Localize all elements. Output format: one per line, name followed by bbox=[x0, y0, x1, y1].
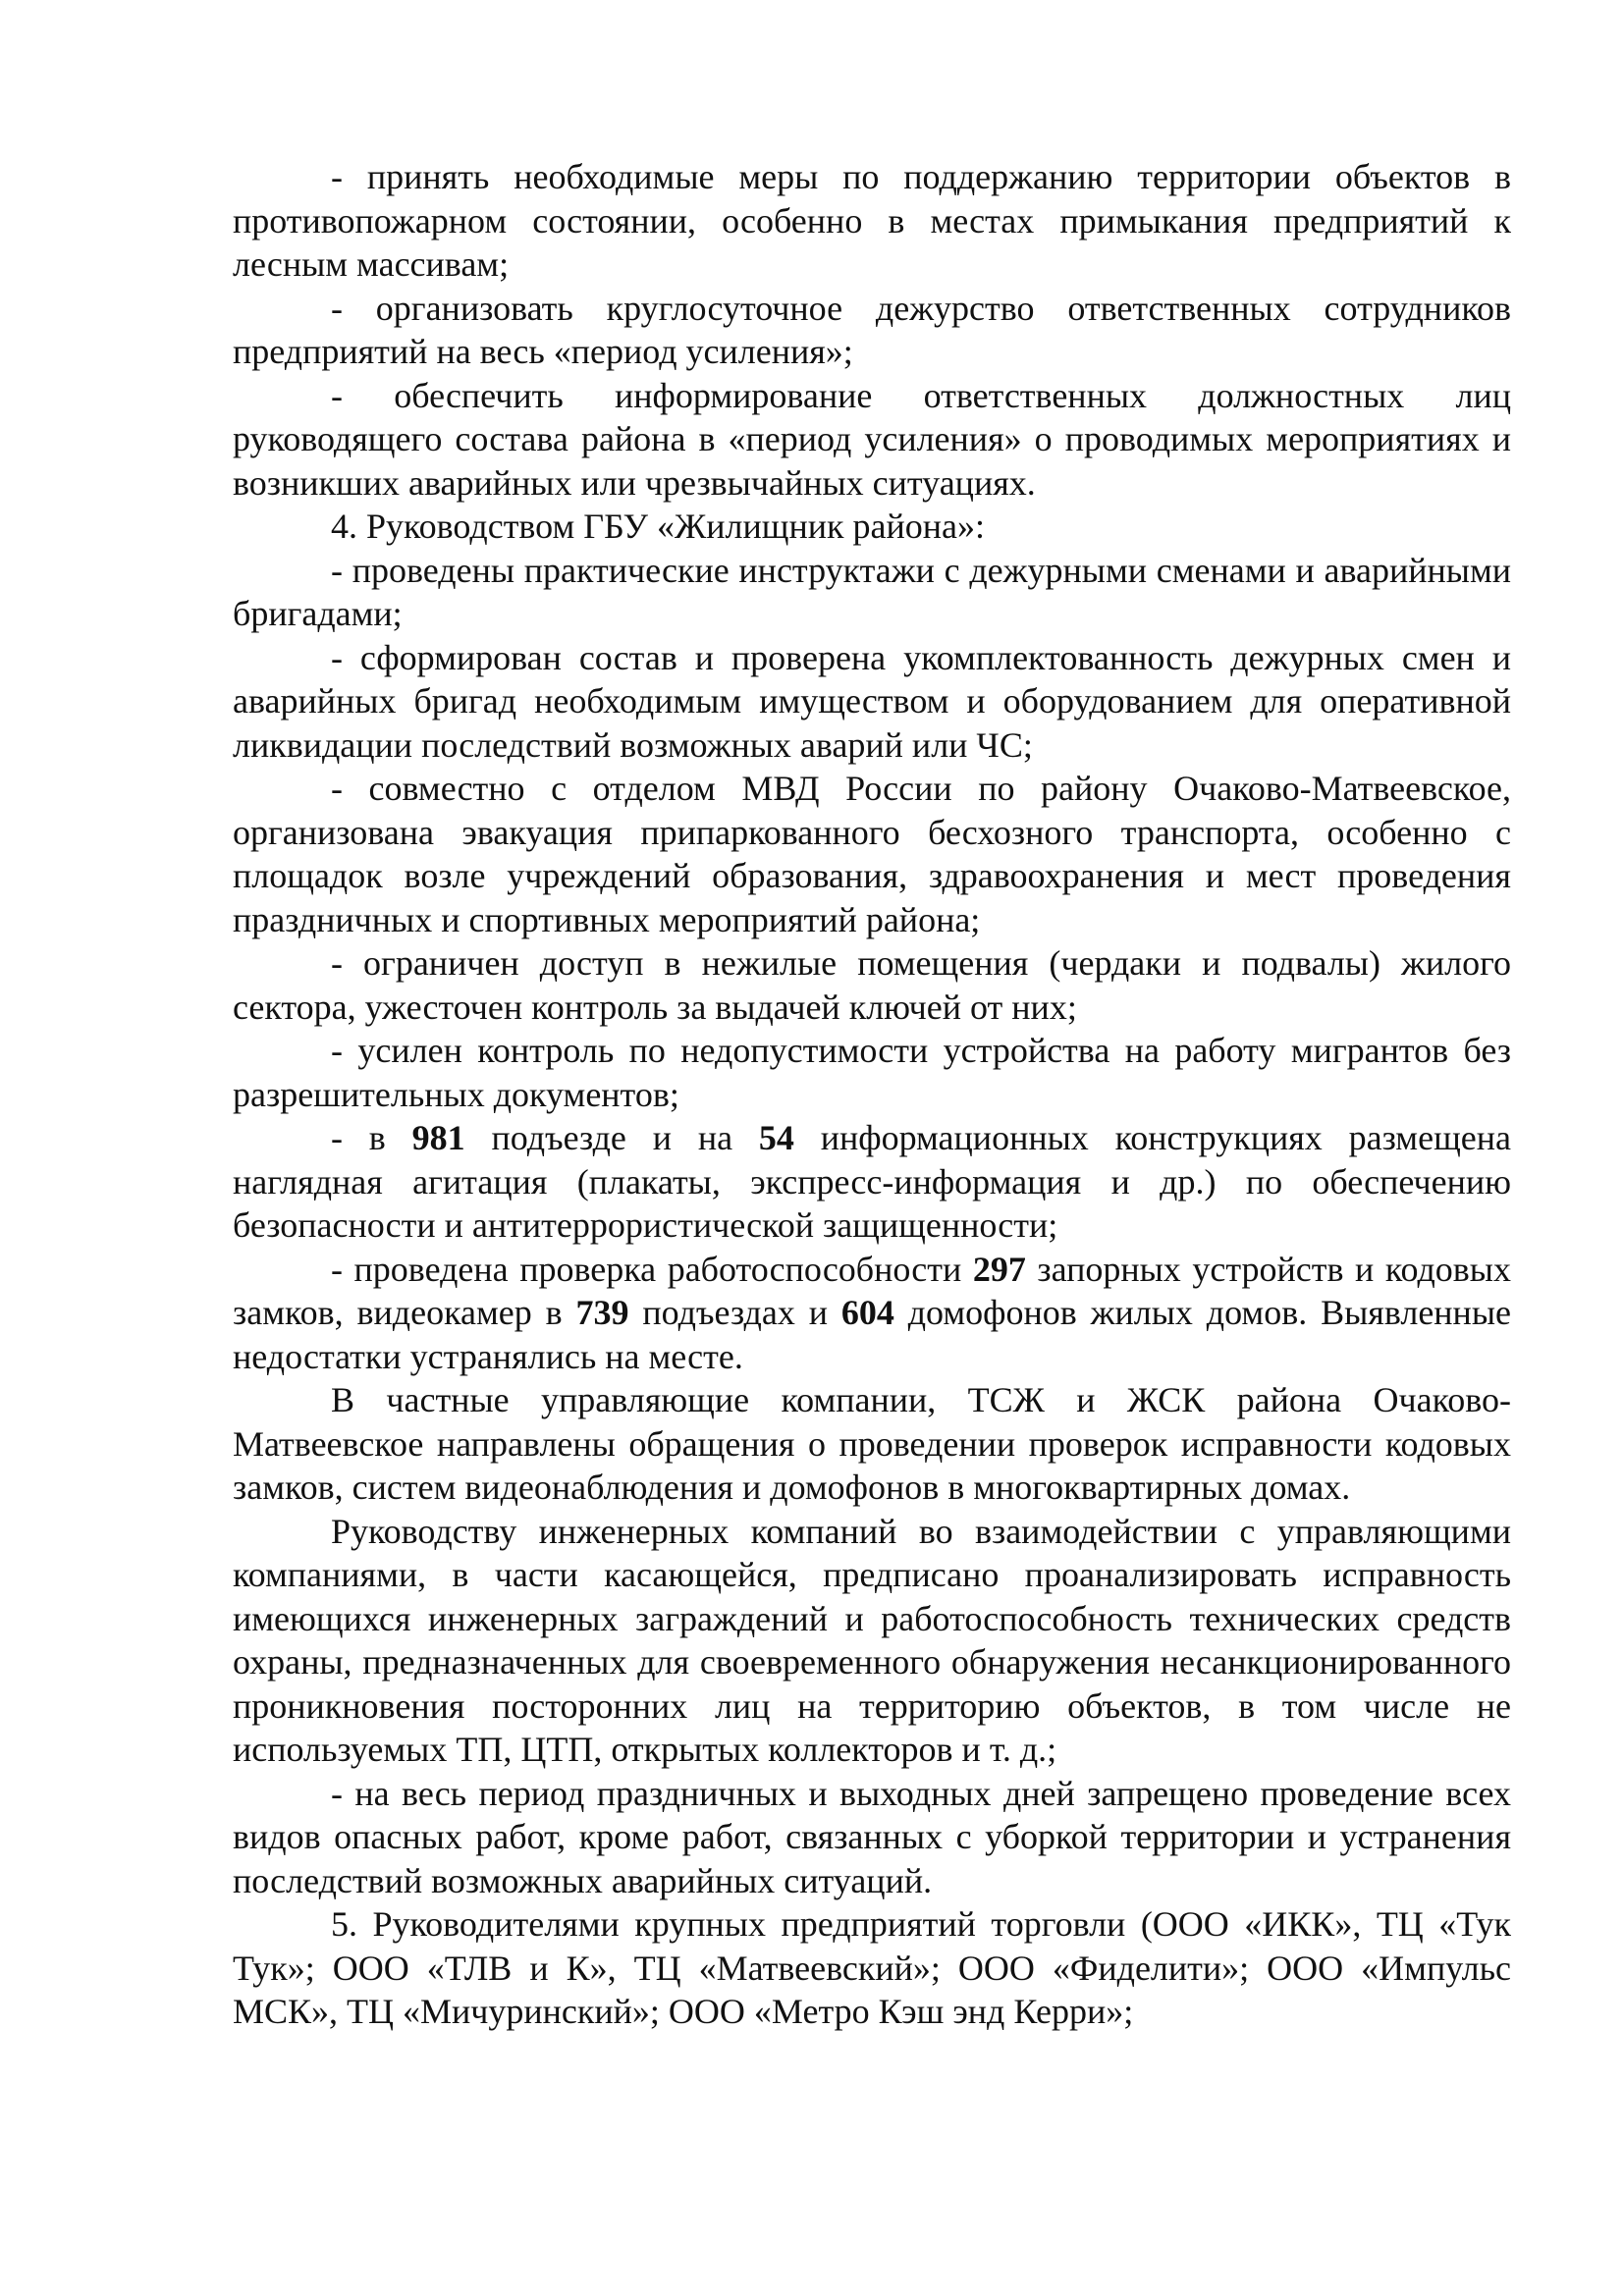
paragraph-briefings: - проведены практические инструктажи с дежурными сменами и аварийными бригадами; bbox=[233, 550, 1511, 633]
paragraph-informing: - обеспечить информирование ответственных должностных лиц руководящего состава района в «период усиления» о проводимых мероприятиях и возникших аварийных или чрезвычайных ситуациях. bbox=[233, 375, 1511, 503]
text-fragment: - проведена проверка работоспособности bbox=[331, 1249, 973, 1289]
text-fragment: подъездах и bbox=[628, 1293, 841, 1332]
paragraph-section-5-trade: 5. Руководителями крупных предприятий торговли (ООО «ИКК», ТЦ «Тук Тук»; ООО «ТЛВ и К», ТЦ «Матвеевский»; ООО «Фиделити»; ООО «Импульс МСК», ТЦ «Мичуринский»; ООО «Метро Кэш энд Керри»; bbox=[233, 1904, 1511, 2031]
text-fragment: домофонов жилых домов. Выявленные недостатки устранялись на месте. bbox=[233, 1293, 1511, 1376]
paragraph-hazardous-works: - на весь период праздничных и выходных дней запрещено проведение всех видов опасных работ, кроме работ, связанных с уборкой территории и устранения последствий возможных аварийных ситуаций. bbox=[233, 1773, 1511, 1900]
text-fragment: запорных устройств и кодовых замков, видеокамер в bbox=[233, 1249, 1511, 1332]
paragraph-access-restriction: - ограничен доступ в нежилые помещения (чердаки и подвалы) жилого сектора, ужесточен контроль за выдачей ключей от них; bbox=[233, 943, 1511, 1027]
document-body bbox=[233, 155, 1511, 2034]
paragraph-locks-check bbox=[233, 1248, 1511, 1379]
text-fragment: информационных конструкциях размещена наглядная агитация (плакаты, экспресс-информация и др.) по обеспечению безопасности и антитеррористической защищенности; bbox=[233, 1118, 1512, 1245]
paragraph-migrant-control: - усилен контроль по недопустимости устройства на работу мигрантов без разрешительных документов; bbox=[233, 1031, 1511, 1114]
bold-number-intercoms: 604 bbox=[840, 1293, 894, 1332]
paragraph-vehicle-evacuation: - совместно с отделом МВД России по району Очаково-Матвеевское, организована эвакуация припаркованного бесхозного транспорта, особенно с площадок возле учреждений образования, здравоохранения и мест проведения праздничных и спортивных мероприятий района; bbox=[233, 769, 1511, 939]
bold-number-entrances: 981 bbox=[411, 1118, 465, 1157]
paragraph-fire-safety: - принять необходимые меры по поддержанию территории объектов в противопожарном состоянии, особенно в местах примыкания предприятий к лесным массивам; bbox=[233, 157, 1511, 284]
text-fragment: - в bbox=[331, 1118, 412, 1157]
paragraph-management-companies: В частные управляющие компании, ТСЖ и ЖСК района Очаково-Матвеевское направлены обращения о проведении проверок исправности кодовых замков, систем видеонаблюдения и домофонов в многоквартирных домах. bbox=[233, 1380, 1511, 1507]
paragraph-section-4-heading: 4. Руководством ГБУ «Жилищник района»: bbox=[331, 507, 985, 546]
bold-number-locks: 297 bbox=[972, 1249, 1026, 1289]
paragraph-duty-shifts: - сформирован состав и проверена укомплектованность дежурных смен и аварийных бригад необходимым имуществом и оборудованием для оперативной ликвидации последствий возможных аварий или ЧС; bbox=[233, 637, 1511, 765]
bold-number-structures: 54 bbox=[758, 1118, 794, 1157]
bold-number-cameras: 739 bbox=[575, 1293, 629, 1332]
text-fragment: подъезде и на bbox=[464, 1118, 759, 1157]
paragraph-engineering-companies: Руководству инженерных компаний во взаимодействии с управляющими компаниями, в части касающейся, предписано проанализировать исправность имеющихся инженерных заграждений и работоспособность технических средств охраны, предназначенных для своевременного обнаружения несанкционированного проникновения посторонних лиц на территорию объектов, в том числе не используемых ТП, ЦТП, открытых коллекторов и т. д.; bbox=[233, 1511, 1511, 1769]
paragraph-duty-schedule: - организовать круглосуточное дежурство ответственных сотрудников предприятий на весь «период усиления»; bbox=[233, 288, 1511, 371]
paragraph-agitation bbox=[233, 1116, 1511, 1248]
